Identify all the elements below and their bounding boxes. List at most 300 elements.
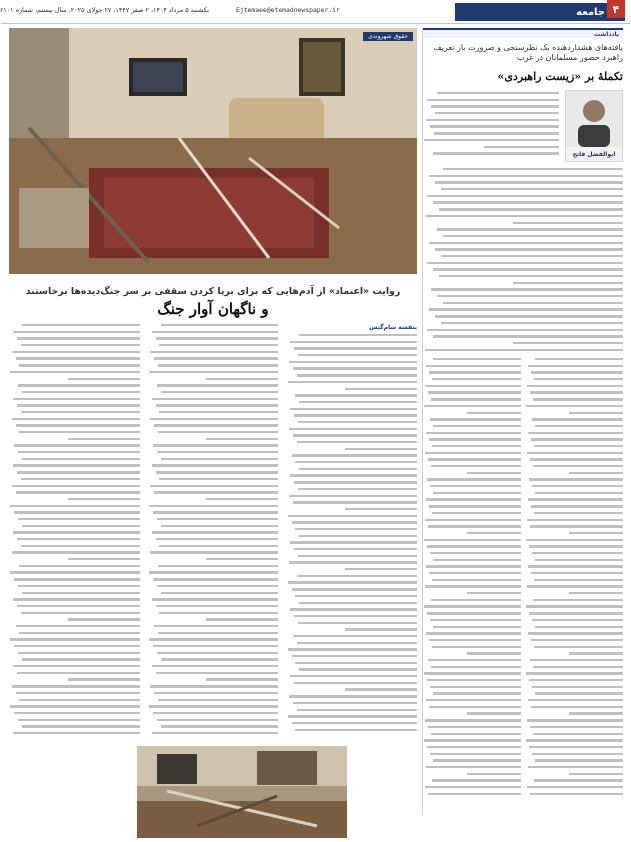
text-line [430, 485, 521, 487]
text-line [16, 692, 140, 694]
text-line [535, 692, 623, 694]
text-line [68, 438, 140, 440]
text-line [432, 779, 521, 781]
text-line [433, 152, 559, 154]
text-line [149, 371, 278, 373]
text-line [424, 605, 521, 607]
text-line [425, 349, 623, 351]
text-line [16, 357, 140, 359]
text-line [294, 682, 417, 684]
text-line [10, 705, 139, 707]
text-line [428, 793, 521, 795]
text-line [441, 188, 623, 190]
text-line [426, 119, 559, 121]
text-line [429, 175, 623, 177]
text-line [431, 398, 521, 400]
text-line [14, 712, 139, 714]
text-line [437, 92, 559, 94]
text-line [152, 732, 279, 734]
text-line [535, 358, 623, 360]
text-line [298, 488, 417, 490]
text-line [532, 485, 623, 487]
text-line [528, 365, 623, 367]
text-line [529, 746, 623, 748]
text-line [467, 592, 521, 594]
text-lines [148, 324, 279, 734]
text-line [152, 464, 279, 466]
text-line [427, 329, 623, 331]
text-line [295, 595, 417, 597]
text-line [433, 335, 623, 337]
photo-category-tag: حقوق شهروندی [363, 32, 413, 41]
text-line [22, 391, 140, 393]
text-line [161, 592, 279, 594]
text-line [425, 385, 521, 387]
text-line [532, 552, 623, 554]
text-line [467, 412, 521, 414]
text-line [533, 599, 623, 601]
text-line [21, 411, 140, 413]
text-line [152, 598, 279, 600]
text-line [527, 452, 623, 454]
text-line [433, 358, 521, 360]
text-line [427, 612, 521, 614]
text-line [529, 545, 623, 547]
text-line [535, 425, 623, 427]
text-line [158, 364, 278, 366]
text-line [569, 773, 623, 775]
text-line [424, 405, 521, 407]
text-line [149, 638, 278, 640]
text-lines [525, 358, 623, 795]
text-line [295, 394, 417, 396]
text-line [534, 779, 623, 781]
text-line [427, 99, 559, 101]
text-line [531, 572, 623, 574]
text-line [534, 445, 623, 447]
text-line [292, 722, 417, 724]
text-line [569, 412, 623, 414]
text-line [159, 478, 278, 480]
text-line [532, 753, 623, 755]
section-email[interactable]: Ejtemaee@etemadnewspaper.ir [236, 6, 340, 14]
text-line [534, 378, 623, 380]
text-line [532, 619, 623, 621]
text-line [150, 418, 278, 420]
opinion-title: تکملهٔ بر «زیست راهبردی» [497, 70, 623, 83]
opinion-tag: یادداشت [423, 28, 623, 38]
text-line [17, 471, 140, 473]
text-line [161, 525, 279, 527]
text-line [18, 652, 140, 654]
text-line [17, 538, 140, 540]
text-line [206, 378, 278, 380]
text-line [433, 626, 521, 628]
text-line [431, 105, 559, 107]
text-line [430, 125, 559, 127]
text-line [161, 658, 279, 660]
text-line [432, 445, 521, 447]
text-line [569, 472, 623, 474]
text-line [21, 612, 140, 614]
text-line [153, 578, 278, 580]
text-line [526, 405, 623, 407]
damaged-room-photo [9, 28, 417, 274]
text-line [22, 592, 140, 594]
text-line [427, 195, 623, 197]
text-line [527, 585, 623, 587]
text-line [435, 248, 623, 250]
text-line [206, 498, 278, 500]
text-line [434, 132, 559, 134]
text-line [425, 786, 521, 788]
text-line [22, 458, 140, 460]
text-line [424, 539, 521, 541]
text-line [467, 532, 521, 534]
text-line [21, 478, 140, 480]
text-line [289, 428, 417, 430]
text-line [297, 441, 417, 443]
text-line [16, 424, 140, 426]
text-line [294, 481, 417, 483]
text-line [441, 322, 623, 324]
text-line [437, 295, 623, 297]
text-line [530, 793, 623, 795]
text-line [431, 733, 521, 735]
text-line [68, 618, 140, 620]
opinion-text-intro [423, 92, 559, 159]
text-line [530, 525, 623, 527]
text-line [294, 615, 417, 617]
text-line [443, 235, 623, 237]
text-line [157, 652, 279, 654]
text-line [534, 579, 623, 581]
text-line [150, 685, 278, 687]
text-line [19, 565, 139, 567]
text-line [467, 652, 521, 654]
text-line [429, 371, 521, 373]
text-line [467, 773, 521, 775]
text-line [18, 518, 140, 520]
text-line [439, 208, 623, 210]
text-line [433, 759, 521, 761]
text-line [152, 531, 279, 533]
text-line [531, 505, 623, 507]
text-line [528, 565, 623, 567]
text-line [428, 525, 521, 527]
text-line [157, 384, 279, 386]
text-line [530, 458, 623, 460]
text-line [206, 438, 278, 440]
text-line [531, 371, 623, 373]
text-line [161, 324, 279, 326]
text-line [427, 478, 521, 480]
text-line [443, 168, 623, 170]
story-column-1 [286, 324, 417, 744]
text-line [14, 511, 139, 513]
text-line [443, 302, 623, 304]
text-line [535, 626, 623, 628]
text-line [526, 605, 623, 607]
text-line [149, 705, 278, 707]
text-line [156, 672, 279, 674]
text-line [297, 709, 417, 711]
text-line [288, 581, 417, 583]
text-line [431, 288, 623, 290]
text-line [299, 668, 417, 670]
story-byline: بنفشه سام‌گیس [369, 324, 417, 331]
text-line [159, 612, 278, 614]
story-body [9, 324, 417, 744]
text-line [426, 365, 521, 367]
text-line [437, 228, 623, 230]
text-line [526, 539, 623, 541]
issue-info: یکشنبه ۵ مرداد ۱۴۰۴، ۲ صفر ۱۴۴۷، ۲۷ جولای ۲۰۲۵، سال بیستم، شماره ۶۱۰۱ [0, 6, 209, 14]
damaged-interior-image [137, 746, 347, 838]
text-line [530, 391, 623, 393]
text-line [345, 388, 417, 390]
text-line [158, 431, 278, 433]
text-line [428, 659, 521, 661]
text-line [531, 639, 623, 641]
text-line [159, 344, 278, 346]
text-line [10, 638, 139, 640]
text-line [532, 686, 623, 688]
text-line [10, 571, 139, 573]
text-line [298, 421, 417, 423]
text-line [435, 315, 623, 317]
text-line [18, 384, 140, 386]
text-line [154, 491, 278, 493]
text-line [18, 719, 140, 721]
text-line [430, 552, 521, 554]
text-line [289, 495, 417, 497]
text-line [12, 351, 140, 353]
text-line [528, 699, 623, 701]
text-line [425, 215, 623, 217]
text-line [427, 746, 521, 748]
page-number: ۴ [607, 0, 625, 18]
text-line [527, 719, 623, 721]
text-line [513, 222, 623, 224]
text-line [298, 622, 417, 624]
text-line [429, 438, 521, 440]
text-line [467, 472, 521, 474]
text-line [290, 675, 417, 677]
text-line [17, 404, 140, 406]
text-line [433, 201, 623, 203]
text-line [22, 525, 140, 527]
text-line [17, 672, 140, 674]
text-line [428, 391, 521, 393]
text-line [16, 625, 140, 627]
text-line [297, 374, 417, 376]
text-line [299, 602, 417, 604]
text-line [532, 418, 623, 420]
text-line [431, 465, 521, 467]
text-line [424, 139, 559, 141]
text-line [159, 411, 278, 413]
text-line [288, 648, 417, 650]
text-line [154, 625, 278, 627]
text-line [13, 531, 140, 533]
story-column-3 [9, 324, 140, 744]
text-line [433, 692, 521, 694]
text-line [526, 739, 623, 741]
text-line [13, 331, 140, 333]
text-line [428, 458, 521, 460]
text-line [426, 632, 521, 634]
story-kicker: روایت «اعتماد» از آدم‌هایی که برای برپا کردن سقفی بر سر جنگ‌دیده‌ها برخاستند [25, 286, 401, 297]
text-line [21, 344, 140, 346]
text-line [159, 545, 278, 547]
text-line [293, 367, 417, 369]
damaged-interior-photo [137, 746, 347, 838]
text-line [425, 519, 521, 521]
text-line [161, 725, 279, 727]
text-line [158, 699, 278, 701]
text-line [534, 512, 623, 514]
text-line [154, 424, 278, 426]
text-line [293, 501, 417, 503]
text-line [152, 665, 279, 667]
text-line [527, 786, 623, 788]
text-line [16, 491, 140, 493]
text-line [154, 692, 278, 694]
text-line [293, 434, 417, 436]
text-line [298, 555, 417, 557]
text-line [433, 559, 521, 561]
text-line [156, 538, 279, 540]
text-line [569, 532, 623, 534]
text-line [429, 706, 521, 708]
text-line [161, 458, 279, 460]
text-line [527, 385, 623, 387]
text-line [430, 418, 521, 420]
text-line [293, 635, 417, 637]
text-line [149, 571, 278, 573]
text-line [430, 686, 521, 688]
text-line [299, 334, 417, 336]
page-header [1, 0, 631, 24]
text-line [533, 398, 623, 400]
text-line [439, 275, 623, 277]
text-line [535, 492, 623, 494]
text-line [295, 461, 417, 463]
text-line [435, 112, 559, 114]
text-line [21, 545, 140, 547]
text-line [424, 739, 521, 741]
text-line [292, 588, 417, 590]
story-column-2 [148, 324, 279, 744]
text-line [526, 672, 623, 674]
text-line [153, 444, 278, 446]
text-line [429, 572, 521, 574]
damaged-room-image [9, 28, 417, 274]
text-line [294, 347, 417, 349]
text-line [528, 766, 623, 768]
text-line [154, 357, 278, 359]
text-line [427, 545, 521, 547]
text-line [426, 565, 521, 567]
text-line [157, 518, 279, 520]
text-line [431, 599, 521, 601]
opinion-text-body [423, 168, 623, 355]
text-line [157, 451, 279, 453]
text-lines [9, 324, 140, 734]
text-lines [423, 168, 623, 351]
text-line [17, 337, 140, 339]
text-line [533, 465, 623, 467]
text-line [535, 759, 623, 761]
opinion-text-col-right [525, 358, 623, 799]
text-line [10, 371, 139, 373]
text-line [157, 719, 279, 721]
text-line [529, 679, 623, 681]
text-line [149, 505, 278, 507]
text-line [426, 766, 521, 768]
opinion-column [423, 28, 623, 815]
text-line [345, 568, 417, 570]
text-line [299, 468, 417, 470]
text-line [68, 678, 140, 680]
text-line [298, 354, 417, 356]
text-line [345, 688, 417, 690]
text-line [152, 398, 279, 400]
text-line [152, 331, 279, 333]
text-line [484, 146, 559, 148]
section-tab [455, 3, 625, 21]
text-line [19, 364, 139, 366]
text-line [428, 726, 521, 728]
text-line [206, 558, 278, 560]
text-line [289, 695, 417, 697]
text-line [467, 712, 521, 714]
text-line [294, 414, 417, 416]
text-line [19, 699, 139, 701]
text-line [292, 521, 417, 523]
text-line [158, 565, 278, 567]
text-line [150, 351, 278, 353]
text-line [569, 652, 623, 654]
text-line [153, 645, 278, 647]
text-line [433, 425, 521, 427]
text-line [432, 378, 521, 380]
text-line [13, 398, 140, 400]
text-line [427, 262, 623, 264]
text-line [13, 464, 140, 466]
text-line [68, 378, 140, 380]
text-line [533, 666, 623, 668]
text-line [22, 324, 140, 326]
text-line [529, 612, 623, 614]
text-line [441, 255, 623, 257]
text-line [530, 659, 623, 661]
text-lines [423, 358, 521, 795]
text-line [156, 605, 279, 607]
text-line [297, 575, 417, 577]
text-line [290, 341, 417, 343]
text-line [425, 585, 521, 587]
text-line [19, 431, 139, 433]
text-line [156, 471, 279, 473]
text-line [288, 715, 417, 717]
text-line [569, 592, 623, 594]
text-line [299, 535, 417, 537]
text-line [156, 404, 279, 406]
author-portrait [566, 91, 622, 147]
text-line [292, 454, 417, 456]
